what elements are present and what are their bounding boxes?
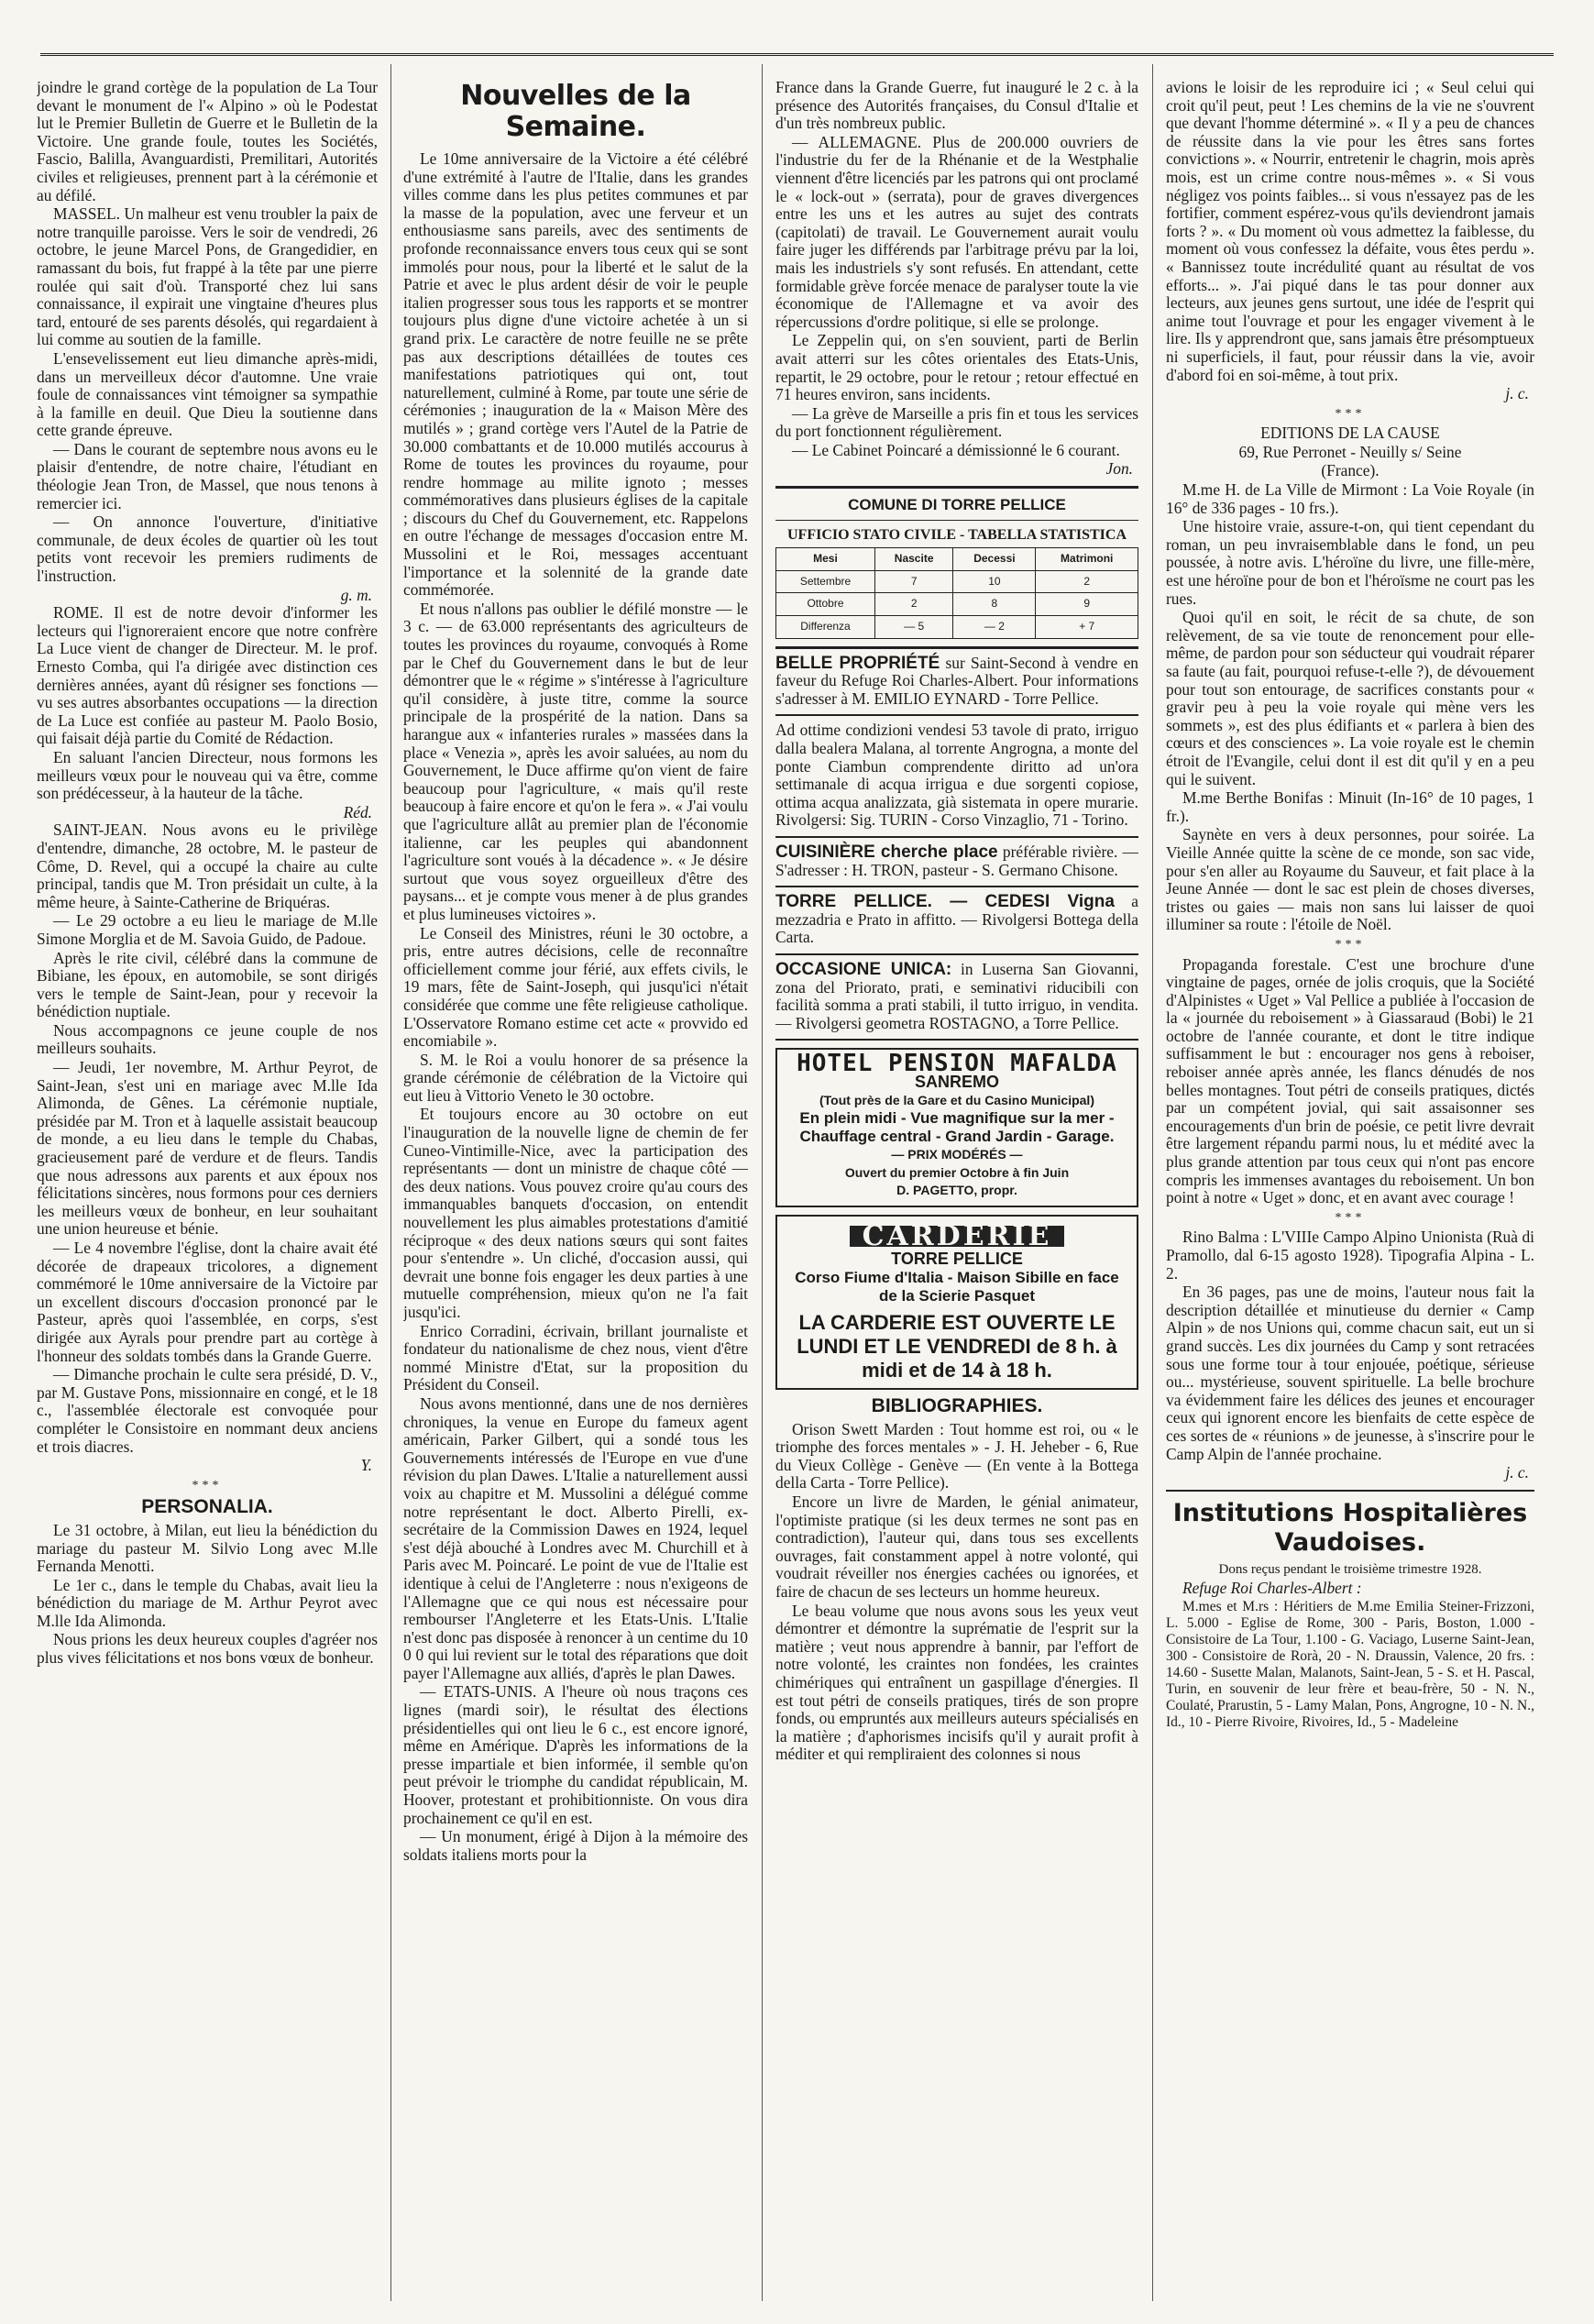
article-paragraph: Nous avons mentionné, dans une de nos dernières chroniques, la venue en Europe du fameux agent américain, Parker Gilbert, qui a sondé tous les Gouvernements intéressés de l'Europe en vue d'une révision du plan Dawes. L'Italie a naturellement aussi voix au chapitre et M. Mussolini a délégué comme notre représentant le doct. Alberto Pirelli, ex-secrétaire de la Commission Dawes en 1924, lequel s'est déjà abouché à Londres avec M. Churchill et à Paris avec M. Poincaré. Le point de vue de l'Italie est identique à celui de l'Angleterre : nous n'exigeons de l'Allemagne que ce qui nous est nécessaire pour rembourser l'Angleterre et les Etats-Unis. L'Italie n'est donc pas disposée à renoncer à un centime du 10 0 0 qui lui revient sur le total des réparations que doit payer l'Allemagne aux alliés, d'après le plan Dawes.	[403, 1393, 748, 1682]
article-paragraph: MASSEL. Un malheur est venu troubler la paix de notre tranquille paroisse. Vers le soir de vendredi, 26 octobre, le jeune Marcel Pons, de Grangedidier, en ramassant du bois, fut frappé à la tête par une pierre roulée qui sait d'où. Transporté chez lui sans connaissance, il expirait une vingtaine d'heures plus tard, entouré de ses parents désolés, qui regardaient à lui comme au soutien de la famille.	[37, 204, 378, 349]
signature: j. c.	[1505, 384, 1529, 403]
article-paragraph: joindre le grand cortège de la population de La Tour devant le monument de l'« Alpino » où le Podestat lut le Premier Bulletin de Guerre et le Bulletin de la Victoire. Une grande foule, toutes les Sociétés, Fascio, Balilla, Avanguardisti, Premilitari, Autorités civiles et religieuses, prennent part à la cérémonie et au défilé.	[37, 79, 378, 204]
column-1	[37, 79, 378, 2297]
hotel-features: En plein midi - Vue magnifique sur la mer - Chauffage central - Grand Jardin - Garage.	[799, 1109, 1115, 1146]
statistics-table	[775, 547, 1138, 638]
refuge-heading: Refuge Roi Charles-Albert :	[1182, 1579, 1362, 1598]
signature: Y.	[360, 1456, 372, 1475]
article-paragraph: — Jeudi, 1er novembre, M. Arthur Peyrot, de Saint-Jean, s'est uni en mariage avec M.lle Ida Alimonda, de Gênes. La cérémonie nuptiale, présidée par M. Tron et à laquelle assistait beaucoup de monde, a eu lieu dans le temple du Chabas, gracieusement paré de verdure et de fleurs. Tandis que nous adressons aux parents et aux époux nos félicitations sincères, nous formons pour ces derniers les meilleurs vœux de bonheur, en leur souhaitant une union heureuse et bénie.	[37, 1058, 378, 1239]
signature: j. c.	[1505, 1463, 1529, 1482]
table-header: Mesi	[776, 548, 875, 571]
article-paragraph: avions le loisir de les reproduire ici ; « Seul celui qui croit qu'il peut, peut ! Les chemins de la vie ne s'ouvrent que devant l'homme déterminé ». « Il y a peu de chances de réussite dans la vie pour les êtres sans fortes convictions ». « Nourrir, entretenir le chagrin, mois après mois, est un crime contre nous-mêmes ». « Si vous négligez vos points faibles... si vous n'essayez pas de les fortifier, comment espérez-vous qu'ils deviendront jamais forts ? ». « Du moment où vous admettez la faiblesse, du moment où vous confessez la défaite, vous êtes perdu ». « Bannissez toute incrédulité quant au résultat de vos efforts... ». J'ai piqué dans le tas pour donner aux lecteurs, aux jeunes gens surtout, une idée de l'esprit qui anime tout l'ouvrage et pour les engager vivement à le lire. Ils y apprendront que, sans jamais être présomptueux ni superficiels, il faut, pour réussir dans la vie, avoir d'abord foi en soi-même, à tout prix.	[1166, 79, 1534, 384]
article-paragraph: Enrico Corradini, écrivain, brillant journaliste et fondateur du nationalisme de chez nous, vient d'être nommé Ministre d'Etat, sur la proposition du Président du Conseil.	[403, 1321, 748, 1394]
classified-ad	[775, 955, 1138, 1041]
table-cell: 7	[874, 570, 952, 593]
article-paragraph: Orison Swett Marden : Tout homme est roi, ou « le triomphe des forces mentales » - J. H. Jeheber - 6, Rue du Vieux Collège - Genève — (En vente à la Bottega della Carta - Torre Pellice).	[775, 1419, 1138, 1492]
classified-ad	[775, 838, 1138, 887]
ad-body: sur Saint-Second à vendre en faveur du Refuge Roi Charles-Albert. Pour informations s'adresser à M. EMILIO EYNARD - Torre Pellice.	[775, 653, 1138, 708]
table-cell: — 2	[953, 616, 1036, 639]
top-rule	[40, 53, 1554, 56]
article-paragraph: — La grève de Marseille a pris fin et tous les services du port fonctionnent régulièrement.	[775, 403, 1138, 441]
hotel-owner: D. PAGETTO, propr.	[896, 1183, 1017, 1198]
donations-subtitle: Dons reçus pendant le troisième trimestre 1928.	[1218, 1561, 1482, 1577]
hotel-name: HOTEL PENSION MAFALDA	[797, 1050, 1117, 1078]
article-paragraph: — On annonce l'ouverture, d'initiative communale, de deux écoles de quartier où les tout petits vont recevoir les premiers rudiments de l'instruction.	[37, 512, 378, 586]
article-paragraph: Propaganda forestale. C'est une brochure d'une vingtaine de pages, ornée de jolis croquis, que la Société d'Alpinistes « Uget » Val Pellice a publiée à l'occasion de la « journée du reboisement » à Giassaraud (Bobi) le 21 octobre de l'année courante, et dont le titre indique suffisamment le but : encourager nos gens à reboiser, reboiser année après année, les flancs dénudés de nos belles montagnes. Tout pétri de conseils pratiques, dictés par un compétent jovial, qui sait assaisonner ses encouragements d'un brin de poésie, ce petit livre devrait être largement répandu parmi nous, lu et médité avec la plus grande attention par tous ceux qui n'ont pas encore compris les immenses avantages du reboisement. Un bon point à notre « Uget » donc, et en avant avec courage !	[1166, 954, 1534, 1207]
book-entry: M.me H. de La Ville de Mirmont : La Voie Royale (in 16° de 336 pages - 10 frs.).	[1166, 480, 1534, 517]
article-paragraph: Le 1er c., dans le temple du Chabas, avait lieu la bénédiction du mariage de M. Arthur Peyrot avec M.lle Ida Alimonda.	[37, 1575, 378, 1630]
table-cell: 10	[953, 570, 1036, 593]
article-paragraph: Et nous n'allons pas oublier le défilé monstre — le 3 c. — de 63.000 représentants des agriculteurs de toutes les provinces du royaume, convoqués à Rome par le Chef du Gouvernement dans le but de leur démontrer que le « régime » s'intéresse à l'agriculture qu'il considère, à juste titre, comme la source principale de la prospérité de la nation. Dans sa harangue aux « infanteries rurales » massées dans la place « Venezia », après les avoir saluées, au nom du Gouvernement, le Duce affirme qu'on vient de faire beaucoup pour l'agriculture, « mais qu'il reste beaucoup à faire encore et qu'on le fera ». « J'ai voulu que l'agriculture allât au premier plan de l'économie italienne, car les peuples qui abandonnent l'agriculture sont voués à la décadence ». « Je désire surtout que vous soyez orgueilleux d'être des paysans... et je compte vous mener à de plus grandes et plus lumineuses victoires ».	[403, 599, 748, 923]
hotel-prices: — PRIX MODÉRÉS —	[891, 1147, 1023, 1162]
article-paragraph: Après le rite civil, célébré dans la commune de Bibiane, les époux, en automobile, se sont dirigés vers le temple de Saint-Jean, pour y recevoir la bénédiction nuptiale.	[37, 948, 378, 1021]
article-paragraph: Nous accompagnons ce jeune couple de nos meilleurs souhaits.	[37, 1020, 378, 1058]
table-header: Nascite	[874, 548, 952, 571]
article-paragraph: — Le Cabinet Poincaré a démissionné le 6 courant.	[792, 440, 1120, 459]
ad-heading: TORRE PELLICE. — CEDESI Vigna	[775, 892, 1115, 912]
article-paragraph: — ETATS-UNIS. A l'heure où nous traçons ces lignes (mardi soir), le résultat des élections présidentielles qui ont lieu le 6 c., est encore ignoré, même en Amérique. D'après les informations de la presse impartiale et bien informée, il semble qu'on peut prévoir le triomphe du candidat républicain, M. Hoover, protestant et prohibitionniste. On vous dira prochainement ce qu'il en est.	[403, 1682, 748, 1827]
column-3	[775, 79, 1138, 2297]
section-separator: ***	[1335, 937, 1366, 952]
table-cell: 2	[874, 593, 952, 616]
article-paragraph: — Dans le courant de septembre nous avons eu le plaisir d'entendre, de notre chaire, l'étudiant en théologie Jean Tron, de Massel, que nous tenons à remercier ici.	[37, 439, 378, 512]
column-divider	[762, 64, 763, 2301]
institutions-heading: Institutions Hospitalières Vaudoises.	[1166, 1490, 1534, 1558]
article-paragraph: En 36 pages, pas une de moins, l'auteur nous fait la description détaillée et minutieuse du dernier « Camp Alpin » de nos Unions qui, comme chacun sait, eut un si grand succès. Les dix journées du Camp y sont retracées sous une forme tour à tour enjouée, poétique, sérieuse ou... mystérieuse, souvent spirituelle. La belle brochure va évidemment faire les délices des jeunes et encourager ceux qui ignorent encore les bienfaits de cette espèce de ces sortes de « réunions » de jeunesse, à s'inscrire pour le Camp Alpin de l'année prochaine.	[1166, 1283, 1534, 1463]
table-header: Decessi	[953, 548, 1036, 571]
classified-ad	[775, 716, 1138, 838]
table-header-row	[776, 548, 1138, 571]
section-title: Nouvelles de la Semaine.	[460, 80, 691, 143]
article-paragraph: Quoi qu'il en soit, le récit de sa chute, de son relèvement, de sa vie toute de renoncement pour elle-même, de pardon pour son séducteur qui voudrait réparer sa faute (au fait, pourquoi refuse-t-elle ?), de dévouement pour tout son entourage, de sacrifices constants pour « gravir peu à peu la voie royale qui mène vers les sommets », est des plus édifiants et « parlera à bien des cœurs et des consciences ». La voie royale est le chemin étroit de l'Evangile, celui dont il est dit qu'il y en a peu qui le suivent.	[1166, 608, 1534, 788]
article-paragraph: — ALLEMAGNE. Plus de 200.000 ouvriers de l'industrie du fer de la Rhénanie et de la Westphalie viennent d'être licenciés par les patrons qui ont proclamé le « lock-out » (serrata), pour de graves divergences entre les uns et les autres au sujet des contrats (capitolati) de travail. Le Gouvernement aurait voulu faire juger les différends par l'arbitrage prévu par la loi, mais les industriels s'y sont refusés. En attendant, cette formidable grève forcée menace de paralyser toute la vie économique de l'Allemagne et va avoir des répercussions d'ordre politique, si elle se prolonge.	[775, 132, 1138, 331]
signature: g. m.	[340, 585, 372, 604]
classified-ad	[775, 646, 1138, 717]
publisher-country: (France).	[1321, 461, 1380, 480]
table-cell: Differenza	[776, 616, 875, 639]
publisher-address: 69, Rue Perronet - Neuilly s/ Seine	[1238, 442, 1462, 461]
column-2	[403, 79, 748, 2297]
article-paragraph: ROME. Il est de notre devoir d'informer les lecteurs qui l'ignoreraient encore que notre confrère La Luce vient de changer de Directeur. M. le prof. Ernesto Comba, qui l'a dirigée avec distinction ces dernières années, ayant dû résigner ses fonctions — vu ses autres absorbantes occupations — la direction de La Luce est confiée au pasteur M. Paolo Bosio, qui faisait déjà partie du Comité de Rédaction.	[37, 603, 378, 748]
table-cell: 8	[953, 593, 1036, 616]
book-entry: M.me Berthe Bonifas : Minuit (In-16° de 10 pages, 1 fr.).	[1166, 788, 1534, 825]
carderie-ad	[775, 1215, 1138, 1390]
table-cell: — 5	[874, 616, 952, 639]
article-paragraph: — Le 4 novembre l'église, dont la chaire avait été décorée de drapeaux tricolores, a dignement commémoré le 10me anniversaire de la Victoire par un excellent discours d'occasion prononcé par le Pasteur, après quoi l'assemblée, en corps, s'est dirigée aux Ayrals pour prendre part au cortège à l'honneur des soldats tombés dans la Grande Guerre.	[37, 1239, 378, 1365]
article-paragraph: Le Zeppelin qui, on s'en souvient, parti de Berlin avait atterri sur les côtes orientales des Etats-Unis, repartit, le 29 octobre, pour le retour ; retour effectué en 71 heures environ, sans incidents.	[775, 331, 1138, 404]
article-paragraph: Le 31 octobre, à Milan, eut lieu la bénédiction du mariage du pasteur M. Silvio Long avec M.lle Fernanda Menotti.	[37, 1520, 378, 1576]
donations-list: M.mes et M.rs : Héritiers de M.me Emilia Steiner-Frizzoni, L. 5.000 - Eglise de Rome, 300 - Paris, Boston, 1.000 - Consistoire de La Tour, 1.100 - G. Vaciago, Luserne Saint-Jean, 300 - Consistoire de Rorà, 20 - N. Draussin, Valence, 20 frs. : 14.60 - Susette Malan, Malanots, Saint-Jean, 5 - S. et H. Pascal, Turin, en souvenir de leur frère et beau-frère, 50 - N. N., Coulaté, Prarustin, 5 - Lamy Malan, Pons, Angrogne, 10 - N. N., Id., 10 - Pierre Rivoire, Rivoires, Id., 5 - Madeleine	[1166, 1598, 1534, 1730]
article-paragraph: Le 10me anniversaire de la Victoire a été célébré d'une extrémité à l'autre de l'Italie, dans les grandes villes comme dans les plus petites communes et par la masse de la population, avec une ferveur et un enthousiasme sans pareils, avec des sentiments de profonde reconnaissance envers tous ceux qui se sont immolés pour nous, pour la liberté et le salut de la Patrie et avec le plus ardent désir de voir le peuple italien progresser sous tous les rapports et se montrer toujours plus digne d'une victoire achetée à un si grand prix. Le caractère de notre feuille ne se prête pas aux descriptions détaillées de toutes ces manifestations patriotiques qui ont, tout naturellement, culminé à Rome, par toute une série de cérémonies ; inauguration de la « Maison Mère des mutilés » ; grand cortège vers l'Autel de la Patrie de 30.000 combattants et de 10.000 mutilés accourus à Rome de toutes les provinces du royaume, pour rendre hommage au milite ignoto ; messes commémoratives dans plusieurs églises de la capitale ; discours du Chef du Gouvernement, etc. Rappelons en outre l'échange de messages d'occasion entre M. Mussolini et le Roi, messages accentuant l'importance et la solennité de la grande date commémorée.	[403, 149, 748, 600]
article-paragraph: SAINT-JEAN. Nous avons eu le privilège d'entendre, dimanche, 28 octobre, M. le pasteur de Côme, D. Revel, qui a occupé la chaire au culte principal, tandis que M. Tron présidait un culte, à la même heure, à Sainte-Catherine de Briquéras.	[37, 821, 378, 911]
section-separator: ***	[1335, 1210, 1366, 1225]
carderie-logo: CARDERIE	[850, 1226, 1065, 1248]
ad-heading: OCCASIONE UNICA:	[775, 959, 952, 979]
hotel-city: SANREMO	[914, 1072, 999, 1091]
classified-ad	[775, 887, 1138, 955]
article-paragraph: — Le 29 octobre a eu lieu le mariage de M.lle Simone Morglia et de M. Savoia Guido, de Padoue.	[37, 911, 378, 948]
bibliographies-heading: BIBLIOGRAPHIES.	[871, 1395, 1043, 1417]
ad-body: a mezzadria e Prato in affitto. — Rivolgersi Bottega della Carta.	[775, 892, 1138, 947]
carderie-address: Corso Fiume d'Italia - Maison Sibille en face de la Scierie Pasquet	[795, 1269, 1119, 1305]
carderie-hours: LA CARDERIE EST OUVERTE LE LUNDI ET LE VENDREDI de 8 h. à midi et de 14 à 18 h.	[797, 1311, 1117, 1382]
ad-heading: CUISINIÈRE cherche place	[775, 842, 998, 862]
table-cell: Settembre	[776, 570, 875, 593]
article-paragraph: — Un monument, érigé à Dijon à la mémoire des soldats italiens morts pour la	[403, 1827, 748, 1864]
article-paragraph: Et toujours encore au 30 octobre on eut l'inauguration de la nouvelle ligne de chemin de fer Cuneo-Vintimille-Nice, avec la participation des représentants — dont un ministre de chaque côté — des deux nations. Vous pouvez croire qu'au cours des immanquables banquets d'occasion, on entendit nouvellement les plus aimables protestations d'amitié réciproque « des deux nations sœurs qui sont faites pour s'entendre ». Un cliché, d'occasion aussi, qui devrait une bonne fois engager les deux parties à une mutuelle compréhension, mieux qu'on ne l'a fait jusqu'ici.	[403, 1105, 748, 1321]
ad-heading: BELLE PROPRIÉTÉ	[775, 653, 940, 673]
article-paragraph: En saluant l'ancien Directeur, nous formons les meilleurs vœux pour le nouveau qui va être, comme son prédécesseur, à la hauteur de la tâche.	[37, 747, 378, 803]
ad-body: in Luserna San Giovanni, zona del Priorato, prati, e seminativi riducibili con facilità somma a prati stabili, il tutto irriguo, in vendita. — Rivolgersi geometra ROSTAGNO, a Torre Pellice.	[775, 959, 1138, 1032]
table-cell: + 7	[1036, 616, 1138, 639]
article-paragraph: S. M. le Roi a voulu honorer de sa présence la grande cérémonie de célébration de la Victoire qui eut lieu à Vittorio Veneto le 30 octobre.	[403, 1050, 748, 1105]
table-row	[776, 616, 1138, 639]
article-paragraph: Encore un livre de Marden, le génial animateur, l'optimiste pratique (si les deux termes ne sont pas en contradiction), l'auteur qui, dans tous ses excellents ouvrages, fait constamment appel à notre volonté, qui voudrait réveiller nos énergies cachées ou ignorées, et faire de chacun de ses lecteurs un homme heureux.	[775, 1492, 1138, 1601]
table-cell: 9	[1036, 593, 1138, 616]
article-paragraph: Le Conseil des Ministres, réuni le 30 octobre, a pris, entre autres décisions, celle de reconnaître officiellement comme jour férié, aux effets civils, le 19 mars, fête de Saint-Joseph, qui jusqu'ici n'était considérée que comme une fête religieuse catholique. L'Osservatore Romano estime cet acte « provvido ed encomiabile ».	[403, 923, 748, 1051]
table-header: Matrimoni	[1036, 548, 1138, 571]
hotel-season: Ouvert du premier Octobre à fin Juin	[844, 1164, 1070, 1180]
article-paragraph: — Dimanche prochain le culte sera présidé, D. V., par M. Gustave Pons, missionnaire en congé, et le 18 c., l'assemblée électorale est convoquée pour compléter le Consistoire en nommant deux anciens et trois diacres.	[37, 1365, 378, 1456]
table-row	[776, 593, 1138, 616]
section-separator: ***	[1335, 406, 1366, 421]
column-divider	[390, 64, 391, 2301]
publisher-name: EDITIONS DE LA CAUSE	[1260, 424, 1440, 443]
table-cell: Ottobre	[776, 593, 875, 616]
column-divider	[1152, 64, 1153, 2301]
comune-heading: COMUNE DI TORRE PELLICE	[775, 486, 1138, 521]
ad-body: préférable rivière. — S'adresser : H. TRON, pasteur - S. Germano Chisone.	[775, 842, 1138, 879]
article-paragraph: Une histoire vraie, assure-t-on, qui tient cependant du roman, un peu invraisemblable dans le fond, un peu poussée, à notre avis. L'héroïne du livre, une fille-mère, est une héroïne pour de bon et l'héroïsme ne court pas les rues.	[1166, 517, 1534, 608]
hotel-location: (Tout près de la Gare et du Casino Municipal)	[819, 1092, 1094, 1107]
article-paragraph: Nous prions les deux heureux couples d'agréer nos plus vives félicitations et nos bons vœux de bonheur.	[37, 1630, 378, 1668]
article-paragraph: Saynète en vers à deux personnes, pour soirée. La Vieille Année quitte la scène de ce monde, son sac vide, pour s'en aller au Royaume du Sauveur, et fait place à la Jeune Année — dont le sac est plein de choses diverses, tristes ou gaies — mais non sans lui laisser de quoi illuminer sa route : l'étoile de Noël.	[1166, 825, 1534, 934]
stat-table-title: UFFICIO STATO CIVILE - TABELLA STATISTICA	[786, 526, 1127, 543]
article-paragraph: France dans la Grande Guerre, fut inauguré le 2 c. à la présence des Autorités françaises, du Consul d'Italie et d'un très nombreux public.	[775, 79, 1138, 133]
signature: Réd.	[343, 802, 372, 821]
table-row	[776, 570, 1138, 593]
table-cell: 2	[1036, 570, 1138, 593]
column-4	[1166, 79, 1534, 2297]
book-entry: Rino Balma : L'VIIIe Campo Alpino Unionista (Ruà di Pramollo, dal 6-15 agosto 1928). Tipografia Alpina - L. 2.	[1166, 1228, 1534, 1283]
section-separator: ***	[192, 1478, 223, 1492]
signature: Jon.	[1105, 459, 1133, 479]
article-paragraph: L'ensevelissement eut lieu dimanche après-midi, dans un merveilleux décor d'automne. Une vraie foule de connaissances vint témoigner sa sympathie à la famille en deuil. Que Dieu la soutienne dans cette grande épreuve.	[37, 348, 378, 440]
ad-body: Ad ottime condizioni vendesi 53 tavole di prato, irriguo dalla bealera Malana, al torrente Angrogna, a monte del ponte Ciambun comprendente diritto ad un'ora settimanale di acqua irrigua e due sorgenti copiose, ottima acqua analizzata, già sistemata in opere murarie. Rivolgersi: Sig. TURIN - Corso Vinzaglio, 71 - Torino.	[775, 721, 1138, 830]
personalia-heading: PERSONALIA.	[141, 1496, 273, 1518]
article-paragraph: Le beau volume que nous avons sous les yeux veut démontrer et démontre la suprématie de l'esprit sur la matière ; veut nous apprendre à bannir, par l'effort de notre volonté, les craintes non fondées, les craintes chimériques qui entraînent un gaspillage d'énergies. Il est tout pétri de conseils pratiques, tirés de son propre fonds, ou empruntés aux meilleurs auteurs spécialisés en la matière ; d'aphorismes incisifs qu'il y aurait profit à méditer et qui rempliraient des colonnes si nous	[775, 1601, 1138, 1764]
carderie-town: TORRE PELLICE	[891, 1250, 1023, 1269]
hotel-ad	[775, 1048, 1138, 1207]
